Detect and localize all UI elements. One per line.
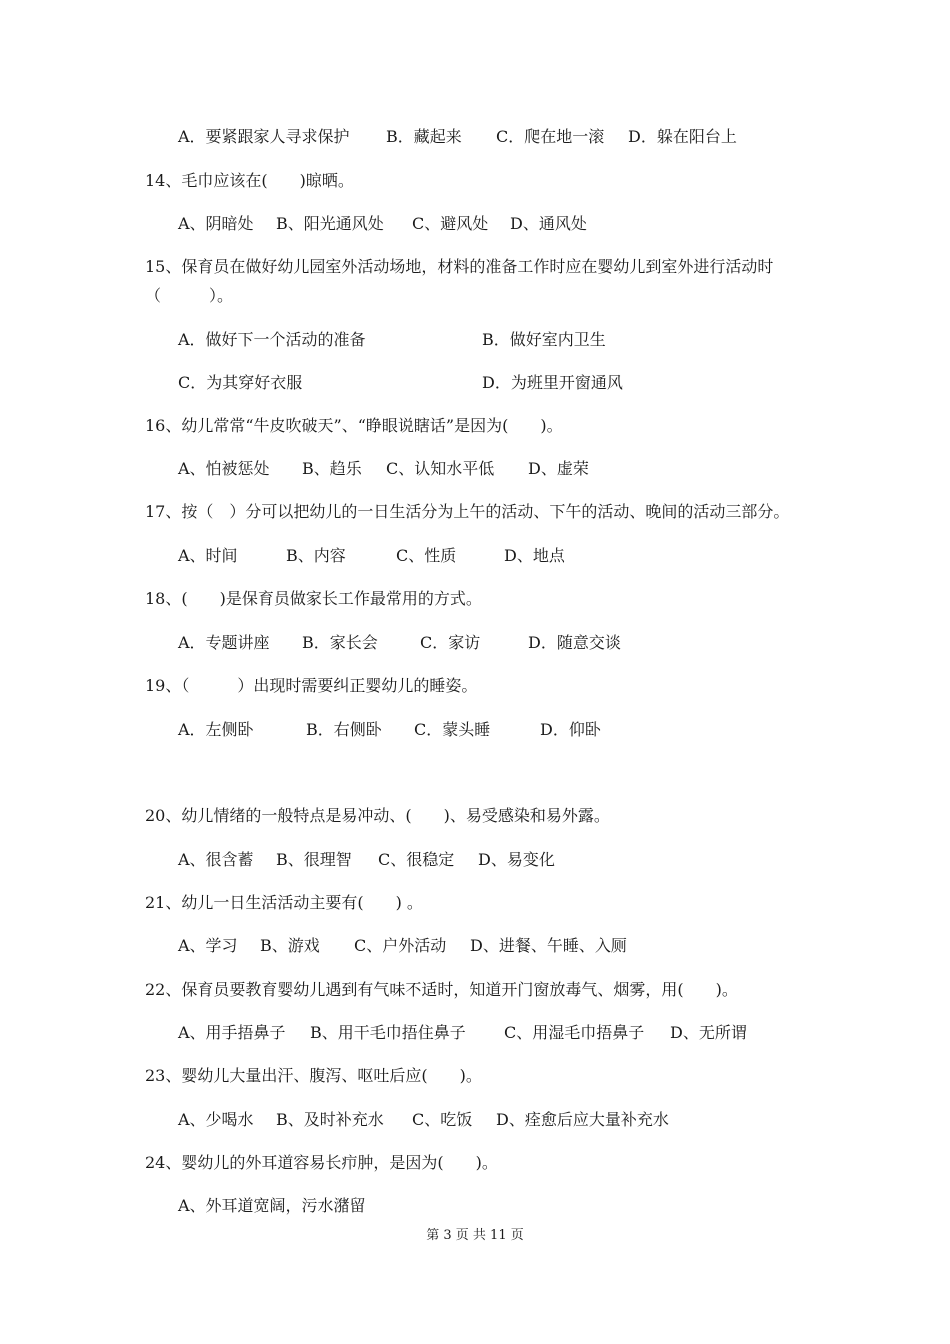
q20-option-c: C、很稳定 bbox=[378, 850, 455, 869]
question-24-stem: 24、婴幼儿的外耳道容易长疖肿，是因为( )。 bbox=[145, 1153, 498, 1172]
q13-option-b: B．藏起来 bbox=[386, 127, 462, 146]
q18-option-c: C．家访 bbox=[420, 633, 481, 652]
q13-option-d: D．躲在阳台上 bbox=[628, 127, 737, 146]
question-20-stem: 20、幼儿情绪的一般特点是易冲动、( )、易受感染和易外露。 bbox=[145, 806, 610, 825]
q17-option-c: C、性质 bbox=[396, 546, 457, 565]
question-14-stem: 14、毛巾应该在( )晾晒。 bbox=[145, 171, 354, 190]
q23-option-b: B、及时补充水 bbox=[276, 1110, 384, 1129]
q23-option-c: C、吃饭 bbox=[412, 1110, 473, 1129]
q17-option-d: D、地点 bbox=[504, 546, 565, 565]
q20-option-d: D、易变化 bbox=[478, 850, 555, 869]
q23-option-a: A、少喝水 bbox=[178, 1110, 254, 1129]
q15-option-c: C．为其穿好衣服 bbox=[178, 373, 303, 392]
question-21-stem: 21、幼儿一日生活活动主要有( ) 。 bbox=[145, 893, 423, 912]
q18-option-a: A．专题讲座 bbox=[178, 633, 270, 652]
q16-option-c: C、认知水平低 bbox=[386, 459, 495, 478]
q24-option-a: A、外耳道宽阔，污水潴留 bbox=[178, 1196, 366, 1215]
q20-option-b: B、很理智 bbox=[276, 850, 352, 869]
question-15-stem: 15、保育员在做好幼儿园室外活动场地，材料的准备工作时应在婴幼儿到室外进行活动时 bbox=[145, 257, 774, 276]
q19-option-d: D．仰卧 bbox=[540, 720, 601, 739]
q14-option-a: A、阴暗处 bbox=[178, 214, 254, 233]
q18-option-d: D．随意交谈 bbox=[528, 633, 621, 652]
q21-option-d: D、进餐、午睡、入厕 bbox=[470, 936, 627, 955]
question-22-stem: 22、保育员要教育婴幼儿遇到有气味不适时，知道开门窗放毒气、烟雾，用( )。 bbox=[145, 980, 738, 999]
question-19-stem: 19、（ ）出现时需要纠正婴幼儿的睡姿。 bbox=[145, 676, 478, 695]
q20-option-a: A、很含蓄 bbox=[178, 850, 254, 869]
q14-option-b: B、阳光通风处 bbox=[276, 214, 384, 233]
q19-option-c: C．蒙头睡 bbox=[414, 720, 491, 739]
q16-option-a: A、怕被惩处 bbox=[178, 459, 270, 478]
question-18-stem: 18、( )是保育员做家长工作最常用的方式。 bbox=[145, 589, 482, 608]
q22-option-b: B、用干毛巾捂住鼻子 bbox=[310, 1023, 466, 1042]
q23-option-d: D、痊愈后应大量补充水 bbox=[496, 1110, 669, 1129]
q17-option-b: B、内容 bbox=[286, 546, 346, 565]
q15-option-b: B．做好室内卫生 bbox=[482, 330, 606, 349]
q13-option-a: A．要紧跟家人寻求保护 bbox=[178, 127, 350, 146]
q13-option-c: C．爬在地一滚 bbox=[496, 127, 605, 146]
q14-option-d: D、通风处 bbox=[510, 214, 587, 233]
question-17-stem: 17、按（ ）分可以把幼儿的一日生活分为上午的活动、下午的活动、晚间的活动三部分。 bbox=[145, 502, 790, 521]
q22-option-a: A、用手捂鼻子 bbox=[178, 1023, 286, 1042]
q19-option-b: B．右侧卧 bbox=[306, 720, 382, 739]
q22-option-d: D、无所谓 bbox=[670, 1023, 747, 1042]
page-number-footer: 第 3 页 共 11 页 bbox=[426, 1228, 524, 1243]
question-23-stem: 23、婴幼儿大量出汗、腹泻、呕吐后应( )。 bbox=[145, 1066, 482, 1085]
q21-option-a: A、学习 bbox=[178, 936, 238, 955]
q21-option-c: C、户外活动 bbox=[354, 936, 447, 955]
q16-option-d: D、虚荣 bbox=[528, 459, 589, 478]
q17-option-a: A、时间 bbox=[178, 546, 238, 565]
q19-option-a: A．左侧卧 bbox=[178, 720, 254, 739]
q14-option-c: C、避风处 bbox=[412, 214, 489, 233]
question-15-stem-cont: （ ）。 bbox=[145, 286, 234, 305]
q16-option-b: B、趋乐 bbox=[302, 459, 362, 478]
q15-option-a: A．做好下一个活动的准备 bbox=[178, 330, 366, 349]
q21-option-b: B、游戏 bbox=[260, 936, 320, 955]
q15-option-d: D．为班里开窗通风 bbox=[482, 373, 623, 392]
q18-option-b: B．家长会 bbox=[302, 633, 378, 652]
q22-option-c: C、用湿毛巾捂鼻子 bbox=[504, 1023, 645, 1042]
question-16-stem: 16、幼儿常常“牛皮吹破天”、“睁眼说瞎话”是因为( )。 bbox=[145, 416, 563, 435]
